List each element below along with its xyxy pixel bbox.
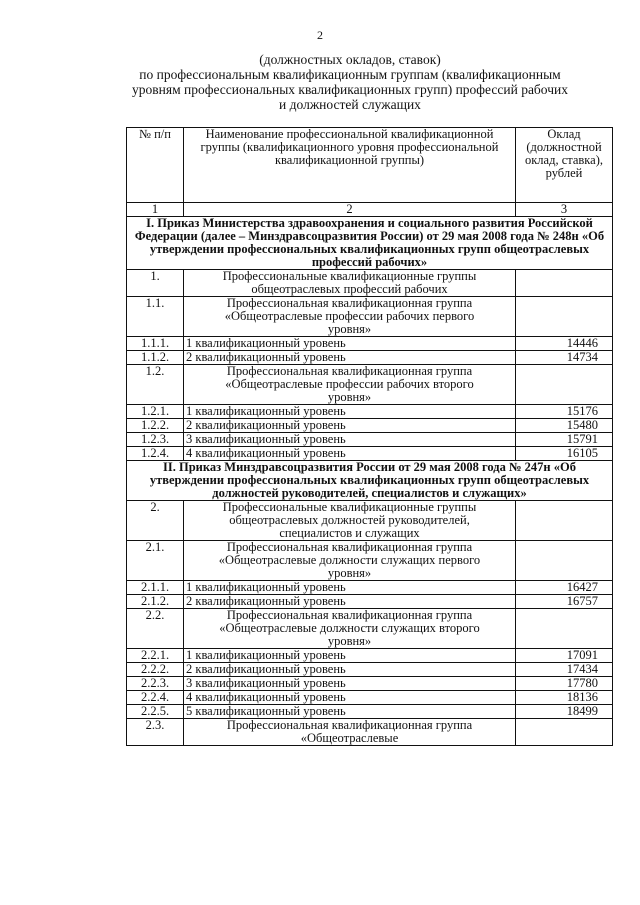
salary-value: 16105 — [516, 447, 613, 461]
level-name: 2 квалификационный уровень — [184, 351, 516, 365]
heading-line: (должностных окладов, ставок) — [259, 52, 441, 67]
level-row — [127, 581, 613, 595]
level-name: 1 квалификационный уровень — [184, 405, 516, 419]
level-row — [127, 405, 613, 419]
row-number: 1.1.1. — [127, 337, 184, 351]
section-row — [127, 461, 613, 501]
salary-value: 16757 — [516, 595, 613, 609]
table-header-row — [127, 128, 613, 203]
row-number: 1. — [127, 270, 184, 297]
salary-value: 17091 — [516, 649, 613, 663]
row-number: 2.3. — [127, 719, 184, 746]
column-header-number: № п/п — [127, 128, 184, 203]
salary-value: 15176 — [516, 405, 613, 419]
level-row — [127, 705, 613, 719]
salary-value: 17780 — [516, 677, 613, 691]
salary-value: 16427 — [516, 581, 613, 595]
row-number: 2.2.5. — [127, 705, 184, 719]
row-number: 1.2.2. — [127, 419, 184, 433]
group-name: Профессиональная квалификационная группа «Общеотраслевые должности служащих первого уровня» — [184, 541, 516, 581]
row-number: 1.1. — [127, 297, 184, 337]
level-name: 3 квалификационный уровень — [184, 433, 516, 447]
group-name: Профессиональные квалификационные группы общеотраслевых профессий рабочих — [184, 270, 516, 297]
document-heading — [100, 52, 600, 112]
row-number: 1.1.2. — [127, 351, 184, 365]
salary-value: 15480 — [516, 419, 613, 433]
row-number: 2.1.2. — [127, 595, 184, 609]
row-number: 2.1.1. — [127, 581, 184, 595]
group-name: Профессиональная квалификационная группа «Общеотраслевые профессии рабочих второго уровня» — [184, 365, 516, 405]
salary-table — [126, 127, 613, 746]
group-row — [127, 501, 613, 541]
salary-value — [516, 297, 613, 337]
level-name: 4 квалификационный уровень — [184, 691, 516, 705]
heading-line: по профессиональным квалификационным группам (квалификационным — [139, 67, 561, 82]
heading-line: уровням профессиональных квалификационных групп) профессий рабочих — [132, 82, 568, 97]
salary-value: 14734 — [516, 351, 613, 365]
row-number: 2.2.3. — [127, 677, 184, 691]
level-row — [127, 663, 613, 677]
row-number: 2. — [127, 501, 184, 541]
level-row — [127, 433, 613, 447]
salary-value — [516, 609, 613, 649]
level-name: 2 квалификационный уровень — [184, 663, 516, 677]
salary-value: 18499 — [516, 705, 613, 719]
level-name: 2 квалификационный уровень — [184, 595, 516, 609]
row-number: 1.2.4. — [127, 447, 184, 461]
group-row — [127, 365, 613, 405]
row-number: 1.2.1. — [127, 405, 184, 419]
level-row — [127, 447, 613, 461]
salary-value — [516, 501, 613, 541]
level-name: 1 квалификационный уровень — [184, 649, 516, 663]
section-title: I. Приказ Министерства здравоохранения и социального развития Российской Федерации (далее – Минздравсоцразвития России) от 29 мая 2008 года № 248н «Об утверждении профессиональных квалификационных групп общеотраслевых профессий рабочих» — [127, 217, 613, 270]
salary-value: 17434 — [516, 663, 613, 677]
salary-value — [516, 719, 613, 746]
salary-value — [516, 270, 613, 297]
group-name: Профессиональная квалификационная группа «Общеотраслевые должности служащих второго уровня» — [184, 609, 516, 649]
salary-value — [516, 365, 613, 405]
row-number: 2.2. — [127, 609, 184, 649]
salary-value: 15791 — [516, 433, 613, 447]
level-row — [127, 677, 613, 691]
level-name: 3 квалификационный уровень — [184, 677, 516, 691]
salary-value: 18136 — [516, 691, 613, 705]
column-number: 1 — [127, 203, 184, 217]
row-number: 2.2.4. — [127, 691, 184, 705]
level-row — [127, 649, 613, 663]
section-title: II. Приказ Минздравсоцразвития России от 29 мая 2008 года № 247н «Об утверждении профессиональных квалификационных групп общеотраслевых должностей руководителей, специалистов и служащих» — [127, 461, 613, 501]
page-number: 2 — [317, 28, 323, 42]
section-row — [127, 217, 613, 270]
column-number: 3 — [516, 203, 613, 217]
level-row — [127, 337, 613, 351]
level-name: 1 квалификационный уровень — [184, 581, 516, 595]
group-name: Профессиональная квалификационная группа «Общеотраслевые — [184, 719, 516, 746]
salary-value: 14446 — [516, 337, 613, 351]
column-number: 2 — [184, 203, 516, 217]
group-row — [127, 297, 613, 337]
level-row — [127, 595, 613, 609]
row-number: 1.2. — [127, 365, 184, 405]
salary-table-body — [127, 128, 613, 746]
group-row — [127, 719, 613, 746]
level-name: 4 квалификационный уровень — [184, 447, 516, 461]
row-number: 2.1. — [127, 541, 184, 581]
salary-value — [516, 541, 613, 581]
group-row — [127, 270, 613, 297]
column-number-row — [127, 203, 613, 217]
level-name: 1 квалификационный уровень — [184, 337, 516, 351]
level-name: 2 квалификационный уровень — [184, 419, 516, 433]
column-header-salary: Оклад (должностной оклад, ставка), рублей — [516, 128, 613, 203]
row-number: 2.2.1. — [127, 649, 184, 663]
heading-line: и должностей служащих — [279, 97, 421, 112]
level-row — [127, 419, 613, 433]
level-name: 5 квалификационный уровень — [184, 705, 516, 719]
level-row — [127, 351, 613, 365]
level-row — [127, 691, 613, 705]
group-name: Профессиональные квалификационные группы общеотраслевых должностей руководителей, специалистов и служащих — [184, 501, 516, 541]
row-number: 1.2.3. — [127, 433, 184, 447]
group-name: Профессиональная квалификационная группа «Общеотраслевые профессии рабочих первого уровня» — [184, 297, 516, 337]
group-row — [127, 541, 613, 581]
column-header-name: Наименование профессиональной квалификационной группы (квалификационного уровня профессиональной квалификационной группы) — [184, 128, 516, 203]
group-row — [127, 609, 613, 649]
row-number: 2.2.2. — [127, 663, 184, 677]
